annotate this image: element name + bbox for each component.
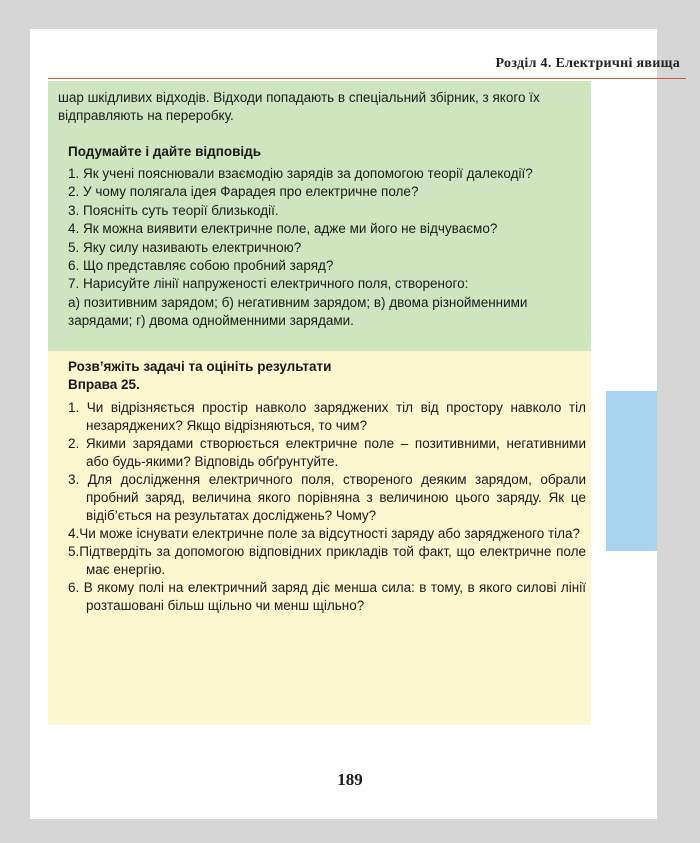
list-subitem: а) позитивним зарядом; б) негативним зарядом; в) двома різнойменними зарядами; г) двома однойменними зарядами. bbox=[68, 294, 528, 328]
list-item: 5. Яку силу називають електричною? bbox=[68, 239, 302, 255]
running-header: Розділ 4. Електричні явища bbox=[495, 56, 680, 71]
list-item: 7. Нарисуйте лінії напруженості електричного поля, створеного: bbox=[68, 276, 469, 292]
think-question-list bbox=[58, 165, 586, 330]
header-divider bbox=[48, 78, 686, 79]
chapter-side-tab bbox=[606, 391, 657, 551]
think-section-heading: Подумайте і дайте відповідь bbox=[68, 144, 262, 159]
exercise-number: Вправа 25. bbox=[68, 377, 140, 392]
exercise-list bbox=[68, 399, 586, 615]
list-item: 3. Поясніть суть теорії близькодії. bbox=[68, 202, 279, 218]
list-item: 1. Як учені пояснювали взаємодію зарядів за допомогою теорії далекодії? bbox=[68, 166, 533, 181]
tasks-section-heading: Розв’яжіть задачі та оцініть результати bbox=[68, 359, 332, 374]
list-item: 4.Чи може існувати електричне поле за відсутності заряду або зарядженого тіла? bbox=[68, 526, 581, 541]
list-item: 6. В якому полі на електричний заряд діє менша сила: в тому, в якого силові лінії розташовані більш щільно чи менш щільно? bbox=[68, 580, 586, 613]
list-item: 2. Якими зарядами створюється електричне поле – позитивними, негативними або будь-якими? Відповідь обґрунтуйте. bbox=[68, 436, 586, 469]
list-item: 2. У чому полягала ідея Фарадея про електричне поле? bbox=[68, 184, 419, 200]
list-item: 4. Як можна виявити електричне поле, адже ми його не відчуваємо? bbox=[68, 221, 498, 237]
list-item: 6. Що представляє собою пробний заряд? bbox=[68, 257, 334, 273]
page-number: 189 bbox=[337, 770, 363, 789]
list-item: 5.Підтвердіть за допомогою відповідних прикладів той факт, що електричне поле має енергію. bbox=[68, 544, 586, 577]
list-item: 1. Чи відрізняється простір навколо заряджених тіл від простору навколо тіл незаряджених? Якщо відрізняються, то чим? bbox=[68, 400, 586, 433]
intro-paragraph: шар шкідливих відходів. Відходи попадають в спеціальний збірник, з якого їх відправляють на переробку. bbox=[58, 90, 540, 123]
list-item: 3. Для дослідження електричного поля, створеного деяким зарядом, обрали пробний заряд, величина якого порівняна з величиною цього заряду. Як це відіб’ється на результатах досліджень? Чому? bbox=[68, 472, 586, 523]
